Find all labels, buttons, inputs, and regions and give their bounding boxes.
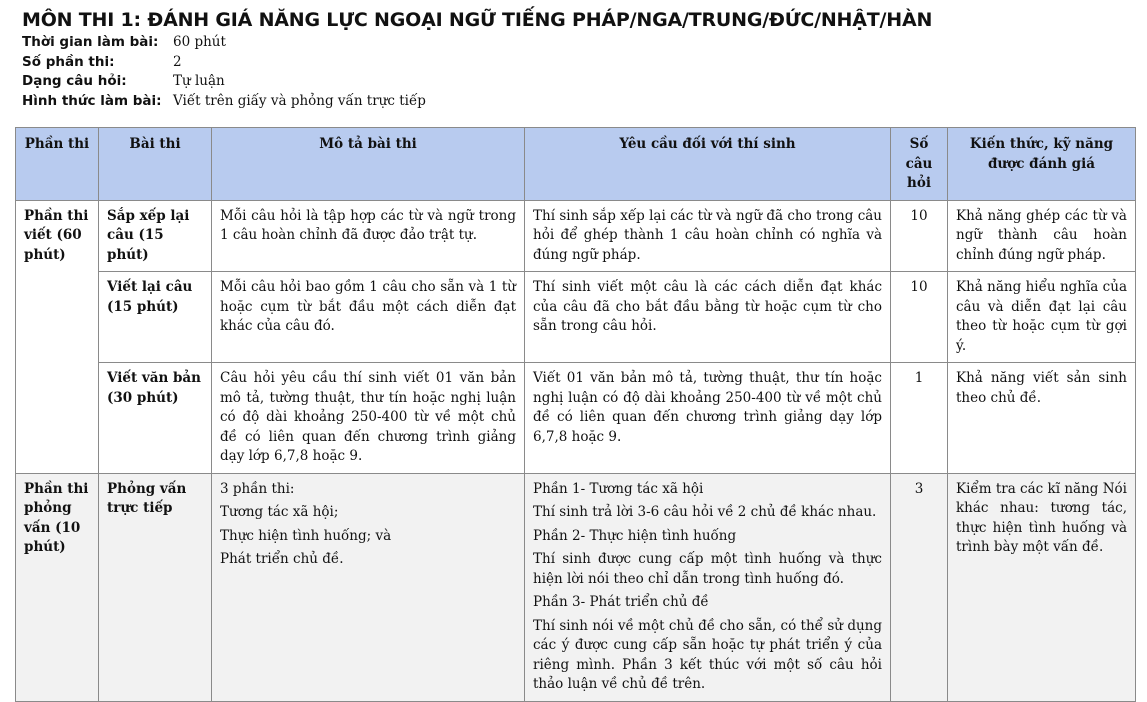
test-requirement: Viết 01 văn bản mô tả, tường thuật, thư tín hoặc nghị luận có độ dài khoảng 250-400 từ về một chủ đề có liên quan đến chương trình giảng dạy lớp 6,7,8 hoặc 9. <box>525 363 891 474</box>
table-row <box>16 272 1136 363</box>
info-format <box>22 92 426 112</box>
info-sections <box>22 53 426 73</box>
skills-assessed: Kiểm tra các kĩ năng Nói khác nhau: tương tác, thực hiện tình huống và trình bày một vấn đề. <box>948 473 1136 701</box>
table-row <box>16 473 1136 701</box>
description-line: 3 phần thi: <box>220 480 295 497</box>
section-interview: Phần thi phỏng vấn (10 phút) <box>16 473 99 701</box>
test-requirement <box>525 473 891 701</box>
skills-assessed: Khả năng ghép các từ và ngữ thành câu hoàn chỉnh đúng ngữ pháp. <box>948 200 1136 272</box>
test-name: Viết lại câu (15 phút) <box>99 272 212 363</box>
question-count: 10 <box>891 272 948 363</box>
requirement-part-title: Phần 2- Thực hiện tình huống <box>533 527 737 544</box>
question-count: 1 <box>891 363 948 474</box>
header-skills: Kiến thức, kỹ năng được đánh giá <box>948 128 1136 201</box>
description-line: Phát triển chủ đề. <box>220 551 344 567</box>
header-section: Phần thi <box>16 128 99 201</box>
table-row <box>16 200 1136 272</box>
info-label: Thời gian làm bài: <box>22 34 159 50</box>
info-value: 2 <box>173 53 182 70</box>
skills-assessed: Khả năng viết sản sinh theo chủ đề. <box>948 363 1136 474</box>
exam-structure-table <box>15 127 1136 702</box>
info-question-type <box>22 72 426 92</box>
requirement-part-text: Thí sinh được cung cấp một tình huống và thực hiện lời nói theo chỉ dẫn trong tình huống đó. <box>533 551 882 587</box>
header-description: Mô tả bài thi <box>212 128 525 201</box>
info-duration <box>22 33 426 53</box>
description-line: Tương tác xã hội; <box>220 504 339 520</box>
requirement-part-text: Thí sinh nói về một chủ đề cho sẵn, có thể sử dụng các ý được cung cấp sẵn hoặc tự phát triển ý của riêng mình. Phần 3 kết thúc với một số câu hỏi thảo luận về chủ đề trên. <box>533 617 882 692</box>
skills-assessed: Khả năng hiểu nghĩa của câu và diễn đạt lại câu theo từ hoặc cụm từ gợi ý. <box>948 272 1136 363</box>
info-label: Dạng câu hỏi: <box>22 73 127 89</box>
exam-info <box>22 33 426 111</box>
test-name: Phỏng vấn trực tiếp <box>99 473 212 701</box>
test-description <box>212 473 525 701</box>
info-label: Hình thức làm bài: <box>22 92 162 109</box>
table-header-row <box>16 128 1136 201</box>
question-count: 3 <box>891 473 948 701</box>
table-row <box>16 363 1136 474</box>
header-count: Số câu hỏi <box>891 128 948 201</box>
info-label: Số phần thi: <box>22 53 115 70</box>
header-requirement: Yêu cầu đối với thí sinh <box>525 128 891 201</box>
test-requirement: Thí sinh sắp xếp lại các từ và ngữ đã cho trong câu hỏi để ghép thành 1 câu hoàn chỉnh có nghĩa và đúng ngữ pháp. <box>525 200 891 272</box>
test-description: Mỗi câu hỏi là tập hợp các từ và ngữ trong 1 câu hoàn chỉnh đã được đảo trật tự. <box>212 200 525 272</box>
requirement-part-title: Phần 3- Phát triển chủ đề <box>533 594 709 610</box>
test-name: Viết văn bản (30 phút) <box>99 363 212 474</box>
info-value: Viết trên giấy và phỏng vấn trực tiếp <box>173 92 426 109</box>
page-title: MÔN THI 1: ĐÁNH GIÁ NĂNG LỰC NGOẠI NGỮ TIẾNG PHÁP/NGA/TRUNG/ĐỨC/NHẬT/HÀN <box>22 9 933 31</box>
requirement-part-text: Thí sinh trả lời 3-6 câu hỏi về 2 chủ đề khác nhau. <box>533 504 877 520</box>
section-written: Phần thi viết (60 phút) <box>16 200 99 473</box>
test-requirement: Thí sinh viết một câu là các cách diễn đạt khác của câu đã cho bắt đầu bằng từ hoặc cụm từ cho sẵn trong câu hỏi. <box>525 272 891 363</box>
question-count: 10 <box>891 200 948 272</box>
test-name: Sắp xếp lại câu (15 phút) <box>99 200 212 272</box>
requirement-part-title: Phần 1- Tương tác xã hội <box>533 480 704 497</box>
info-value: 60 phút <box>173 34 226 50</box>
test-description: Câu hỏi yêu cầu thí sinh viết 01 văn bản mô tả, tường thuật, thư tín hoặc nghị luận có độ dài khoảng 250-400 từ về một chủ đề có liên quan đến chương trình giảng dạy lớp 6,7,8 hoặc 9. <box>212 363 525 474</box>
info-value: Tự luận <box>173 73 225 89</box>
header-test: Bài thi <box>99 128 212 201</box>
description-line: Thực hiện tình huống; và <box>220 527 392 544</box>
test-description: Mỗi câu hỏi bao gồm 1 câu cho sẵn và 1 từ hoặc cụm từ bắt đầu một cách diễn đạt khác của câu đó. <box>212 272 525 363</box>
